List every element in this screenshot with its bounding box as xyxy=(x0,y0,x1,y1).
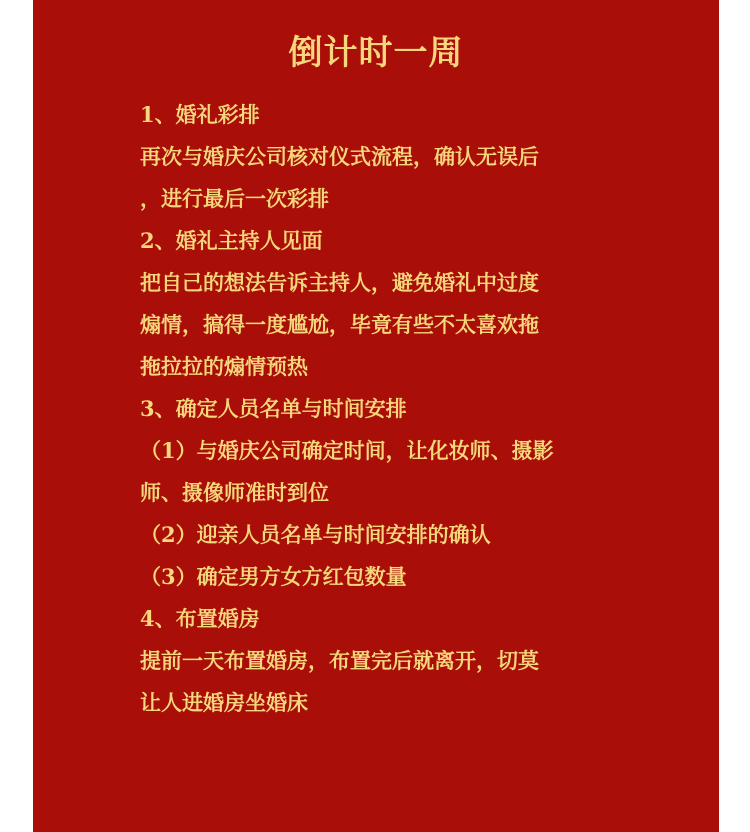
section-heading-rehearsal: 1、婚礼彩排 xyxy=(140,102,260,127)
list-item: （1）与婚庆公司确定时间，让化妆师、摄影 xyxy=(140,438,554,463)
paragraph-line: 提前一天布置婚房，布置完后就离开，切莫 xyxy=(140,648,539,673)
list-item: （3）确定男方女方红包数量 xyxy=(140,564,407,589)
paragraph-line: 煽情，搞得一度尴尬，毕竟有些不太喜欢拖 xyxy=(140,312,539,337)
paragraph-line: 让人进婚房坐婚床 xyxy=(140,690,308,715)
content-body xyxy=(140,94,660,724)
section-heading-wedding-room: 4、布置婚房 xyxy=(140,606,260,631)
paragraph-line: 拖拉拉的煽情预热 xyxy=(140,354,308,379)
paragraph-line: 再次与婚庆公司核对仪式流程，确认无误后 xyxy=(140,144,539,169)
red-card xyxy=(33,0,719,832)
list-item: （2）迎亲人员名单与时间安排的确认 xyxy=(140,522,491,547)
paragraph-line: 师、摄像师准时到位 xyxy=(140,480,329,505)
section-heading-host-meeting: 2、婚礼主持人见面 xyxy=(140,228,323,253)
paragraph-line: 把自己的想法告诉主持人，避免婚礼中过度 xyxy=(140,270,539,295)
paragraph-line: ，进行最后一次彩排 xyxy=(140,186,329,211)
page-title: 倒计时一周 xyxy=(288,33,464,73)
section-heading-schedule: 3、确定人员名单与时间安排 xyxy=(140,396,407,421)
